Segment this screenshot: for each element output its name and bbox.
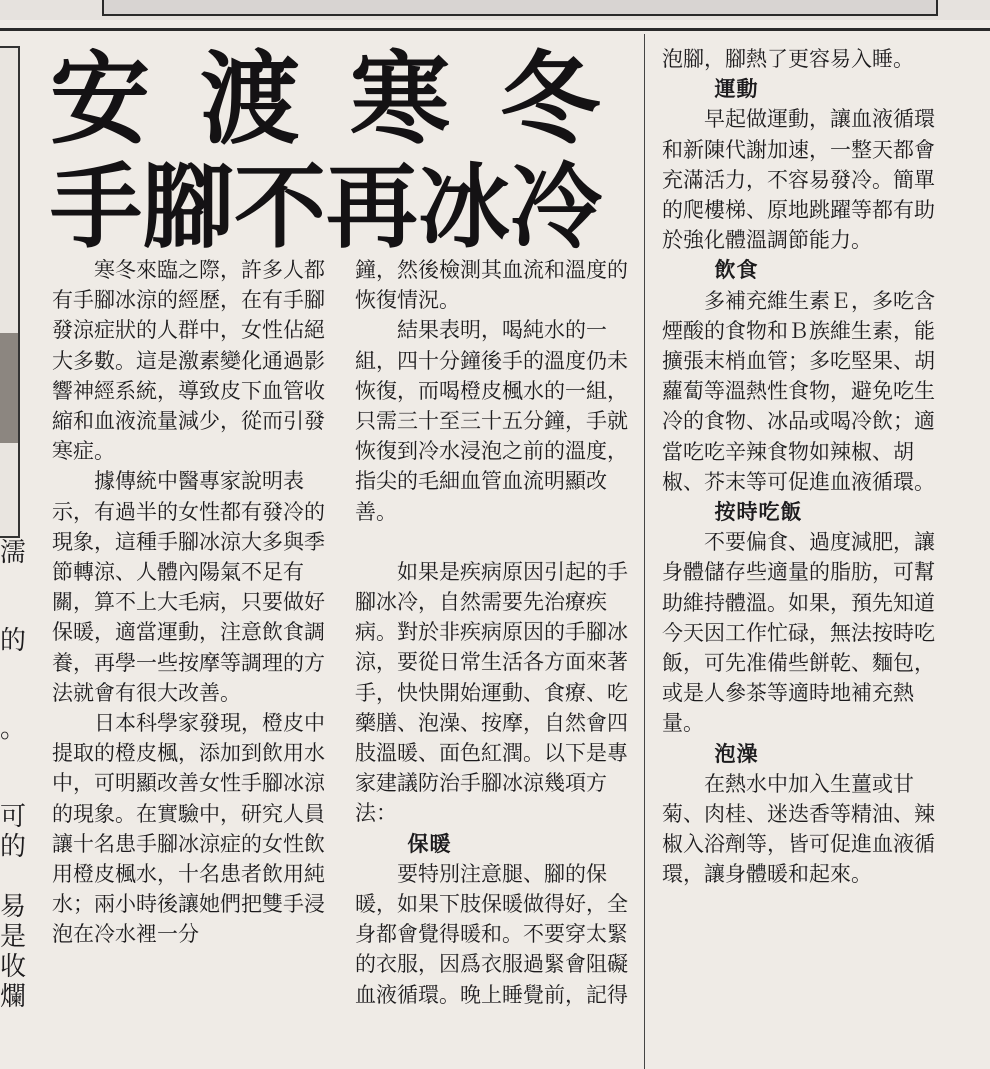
paragraph: 日本科學家發現，橙皮中提取的橙皮楓，添加到飲用水中，可明顯改善女性手腳冰涼的現象。在實驗中，研究人員讓十名患手腳冰涼症的女性飲用橙皮楓水，十名患者飲用純水；兩小時後讓她們把雙手浸泡在冷水裡一分 bbox=[52, 711, 325, 947]
section-heading: 泡澡 bbox=[714, 740, 759, 766]
paragraph: 鐘，然後檢測其血流和溫度的恢復情況。 bbox=[355, 258, 628, 313]
edge-char: 。 bbox=[0, 714, 27, 744]
article-column-3 bbox=[662, 44, 937, 890]
article-column-2 bbox=[355, 255, 635, 1010]
paragraph: 要特別注意腿、腳的保暖，如果下肢保暖做得好，全身都會覺得暖和。不要穿太緊的衣服，因爲衣服過緊會阻礙血液循環。晚上睡覺前，記得 bbox=[355, 861, 628, 1007]
headline-line-2: 手腳不再冰冷 bbox=[50, 153, 603, 261]
adjacent-photo-fragment bbox=[0, 333, 18, 443]
paragraph: 寒冬來臨之際，許多人都有手腳冰涼的經歷，在有手腳發涼症狀的人群中，女性佔絕大多數。這是激素變化通過影響神經系統，導致皮下血管收縮和血液流量減少，從而引發寒症。 bbox=[52, 258, 325, 464]
paragraph: 結果表明，喝純水的一組，四十分鐘後手的溫度仍未恢復，而喝橙皮楓水的一組，只需三十至三十五分鐘，手就恢復到冷水浸泡之前的溫度，指尖的毛細血管血流明顯改善。 bbox=[355, 318, 628, 524]
edge-char: 爛 bbox=[0, 982, 27, 1012]
adjacent-article-frame bbox=[102, 0, 938, 16]
edge-char: 易 bbox=[0, 892, 27, 922]
headline-line-1: 安渡寒冬 bbox=[50, 40, 650, 158]
paragraph: 據傳統中醫專家說明表示，有過半的女性都有發冷的現象，這種手腳冰涼大多與季節轉涼、人體內陽氣不足有關，算不上大毛病，只要做好保暖，適當運動，注意飲食調養，再學一些按摩等調理的方法就會有很大改善。 bbox=[52, 469, 325, 705]
edge-char: 的 bbox=[0, 626, 27, 656]
paragraph: 如果是疾病原因引起的手腳冰冷，自然需要先治療疾病。對於非疾病原因的手腳冰涼，要從日常生活各方面來著手，快快開始運動、食療、吃藥膳、泡澡、按摩，自然會四肢溫暖、面色紅潤。以下是專家建議防治手腳冰涼幾項方法： bbox=[355, 559, 628, 826]
paragraph: 在熱水中加入生薑或甘菊、肉桂、迷迭香等精油、辣椒入浴劑等，皆可促進血液循環，讓身體暖和起來。 bbox=[662, 771, 935, 887]
adjacent-photo-frame bbox=[0, 46, 20, 538]
adjacent-column-fragment bbox=[0, 538, 27, 1012]
section-heading: 飲食 bbox=[714, 257, 759, 283]
edge-char: 濡 bbox=[0, 538, 27, 568]
section-heading: 保暖 bbox=[407, 830, 452, 856]
paragraph: 早起做運動，讓血液循環和新陳代謝加速，一整天都會充滿活力，不容易發冷。簡單的爬樓梯、原地跳躍等都有助於強化體溫調節能力。 bbox=[662, 107, 935, 253]
edge-char: 的 bbox=[0, 832, 27, 862]
edge-char: 是 bbox=[0, 922, 27, 952]
page-top-rule bbox=[0, 28, 990, 31]
paragraph: 不要偏食、過度減肥，讓身體儲存些適量的脂肪，可幫助維持體溫。如果，預先知道今天因工作忙碌，無法按時吃飯，可先准備些餅乾、麵包，或是人參茶等適時地補充熱量。 bbox=[662, 530, 935, 736]
paragraph: 泡腳，腳熱了更容易入睡。 bbox=[662, 47, 914, 71]
article-column-1 bbox=[52, 255, 328, 950]
edge-char: 收 bbox=[0, 952, 27, 982]
edge-char: 可 bbox=[0, 802, 27, 832]
section-heading: 運動 bbox=[714, 76, 759, 102]
paragraph: 多補充維生素Ｅ，多吃含煙酸的食物和Ｂ族維生素，能擴張末梢血管；多吃堅果、胡蘿蔔等溫熱性食物，避免吃生冷的食物、冰品或喝冷飲；適當吃吃辛辣食物如辣椒、胡椒、芥末等可促進血液循環。 bbox=[662, 288, 935, 494]
section-heading: 按時吃飯 bbox=[714, 499, 803, 525]
